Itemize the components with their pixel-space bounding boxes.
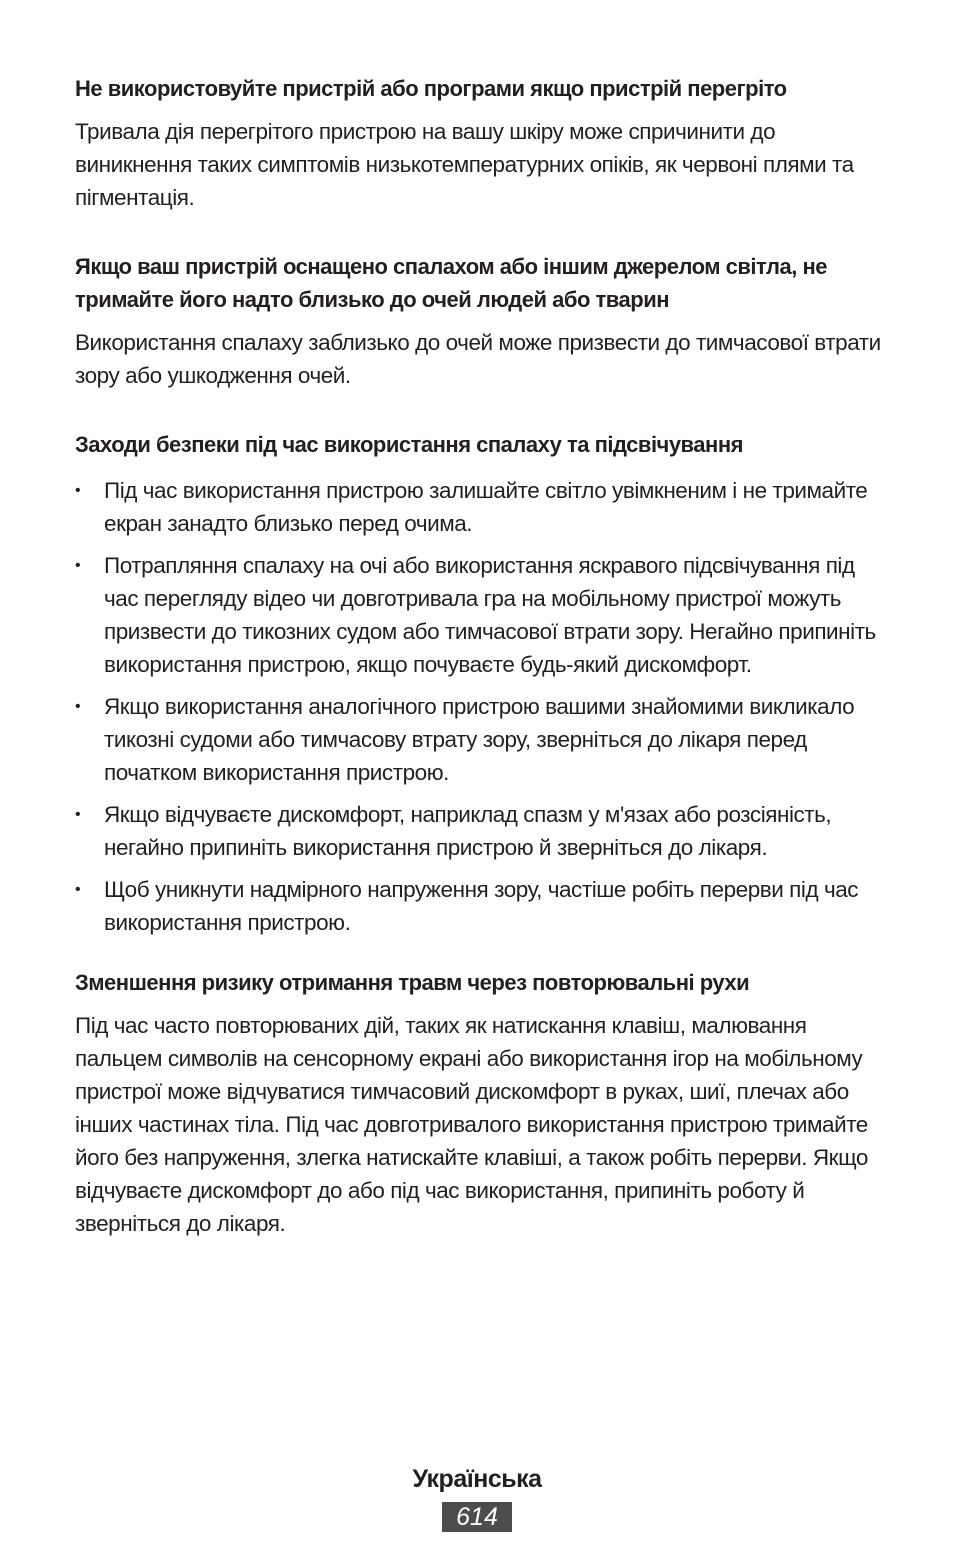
section-body: Використання спалаху заблизько до очей може призвести до тимчасової втрати зору або ушкодження очей. [75, 330, 881, 388]
list-item [75, 873, 885, 939]
section-heading: Заходи безпеки під час використання спалаху та підсвічування [75, 432, 743, 457]
bullet-icon: • [75, 482, 81, 499]
section-body: Під час часто повторюваних дій, таких як натискання клавіш, малювання пальцем символів на сенсорному екрані або використання ігор на мобільному пристрої може відчуватися тимчасовий дискомфорт в руках, шиї, плечах або інших частинах тіла. Під час довготривалого використання пристрою тримайте його без напруження, злегка натискайте клавіші, а також робіть перерви. Якщо відчуваєте дискомфорт до або під час використання, припиніть роботу й зверніться до лікаря. [75, 1013, 868, 1236]
list-item [75, 690, 885, 789]
section-flash-safety [75, 428, 885, 939]
section-heading: Якщо ваш пристрій оснащено спалахом або іншим джерелом світла, не тримайте його надто близько до очей людей або тварин [75, 254, 827, 312]
section-overheating [75, 72, 885, 214]
page-footer [0, 1462, 954, 1532]
page-number-badge: 614 [442, 1502, 512, 1532]
language-label: Українська [412, 1465, 542, 1493]
section-heading: Зменшення ризику отримання травм через повторювальні рухи [75, 970, 750, 995]
list-item [75, 549, 885, 681]
section-flash-light [75, 250, 885, 392]
list-item-text: Якщо відчуваєте дискомфорт, наприклад спазм у м'язах або розсіяність, негайно припиніть використання пристрою й зверніться до лікаря. [104, 802, 832, 860]
list-item-text: Потрапляння спалаху на очі або використання яскравого підсвічування під час перегляду відео чи довготривала гра на мобільному пристрої можуть призвести до тикозних судом або тимчасової втрати зору. Негайно припиніть використання пристрою, якщо почуваєте будь-який дискомфорт. [104, 553, 876, 677]
section-heading: Не використовуйте пристрій або програми якщо пристрій перегріто [75, 76, 787, 101]
bullet-list [75, 474, 885, 939]
list-item-text: Під час використання пристрою залишайте світло увімкненим і не тримайте екран занадто близько перед очима. [104, 478, 868, 536]
list-item [75, 798, 885, 864]
bullet-icon: • [75, 557, 81, 574]
bullet-icon: • [75, 881, 81, 898]
list-item-text: Щоб уникнути надмірного напруження зору, частіше робіть перерви під час використання пристрою. [104, 877, 859, 935]
list-item-text: Якщо використання аналогічного пристрою вашими знайомими викликало тикозні судоми або тимчасову втрату зору, зверніться до лікаря перед початком використання пристрою. [104, 694, 855, 785]
document-content [75, 72, 885, 1276]
bullet-icon: • [75, 806, 81, 823]
section-body: Тривала дія перегрітого пристрою на вашу шкіру може спричинити до виникнення таких симптомів низькотемпературних опіків, як червоні плями та пігментація. [75, 119, 854, 210]
list-item [75, 474, 885, 540]
section-repetitive-motion [75, 966, 885, 1240]
bullet-icon: • [75, 698, 81, 715]
